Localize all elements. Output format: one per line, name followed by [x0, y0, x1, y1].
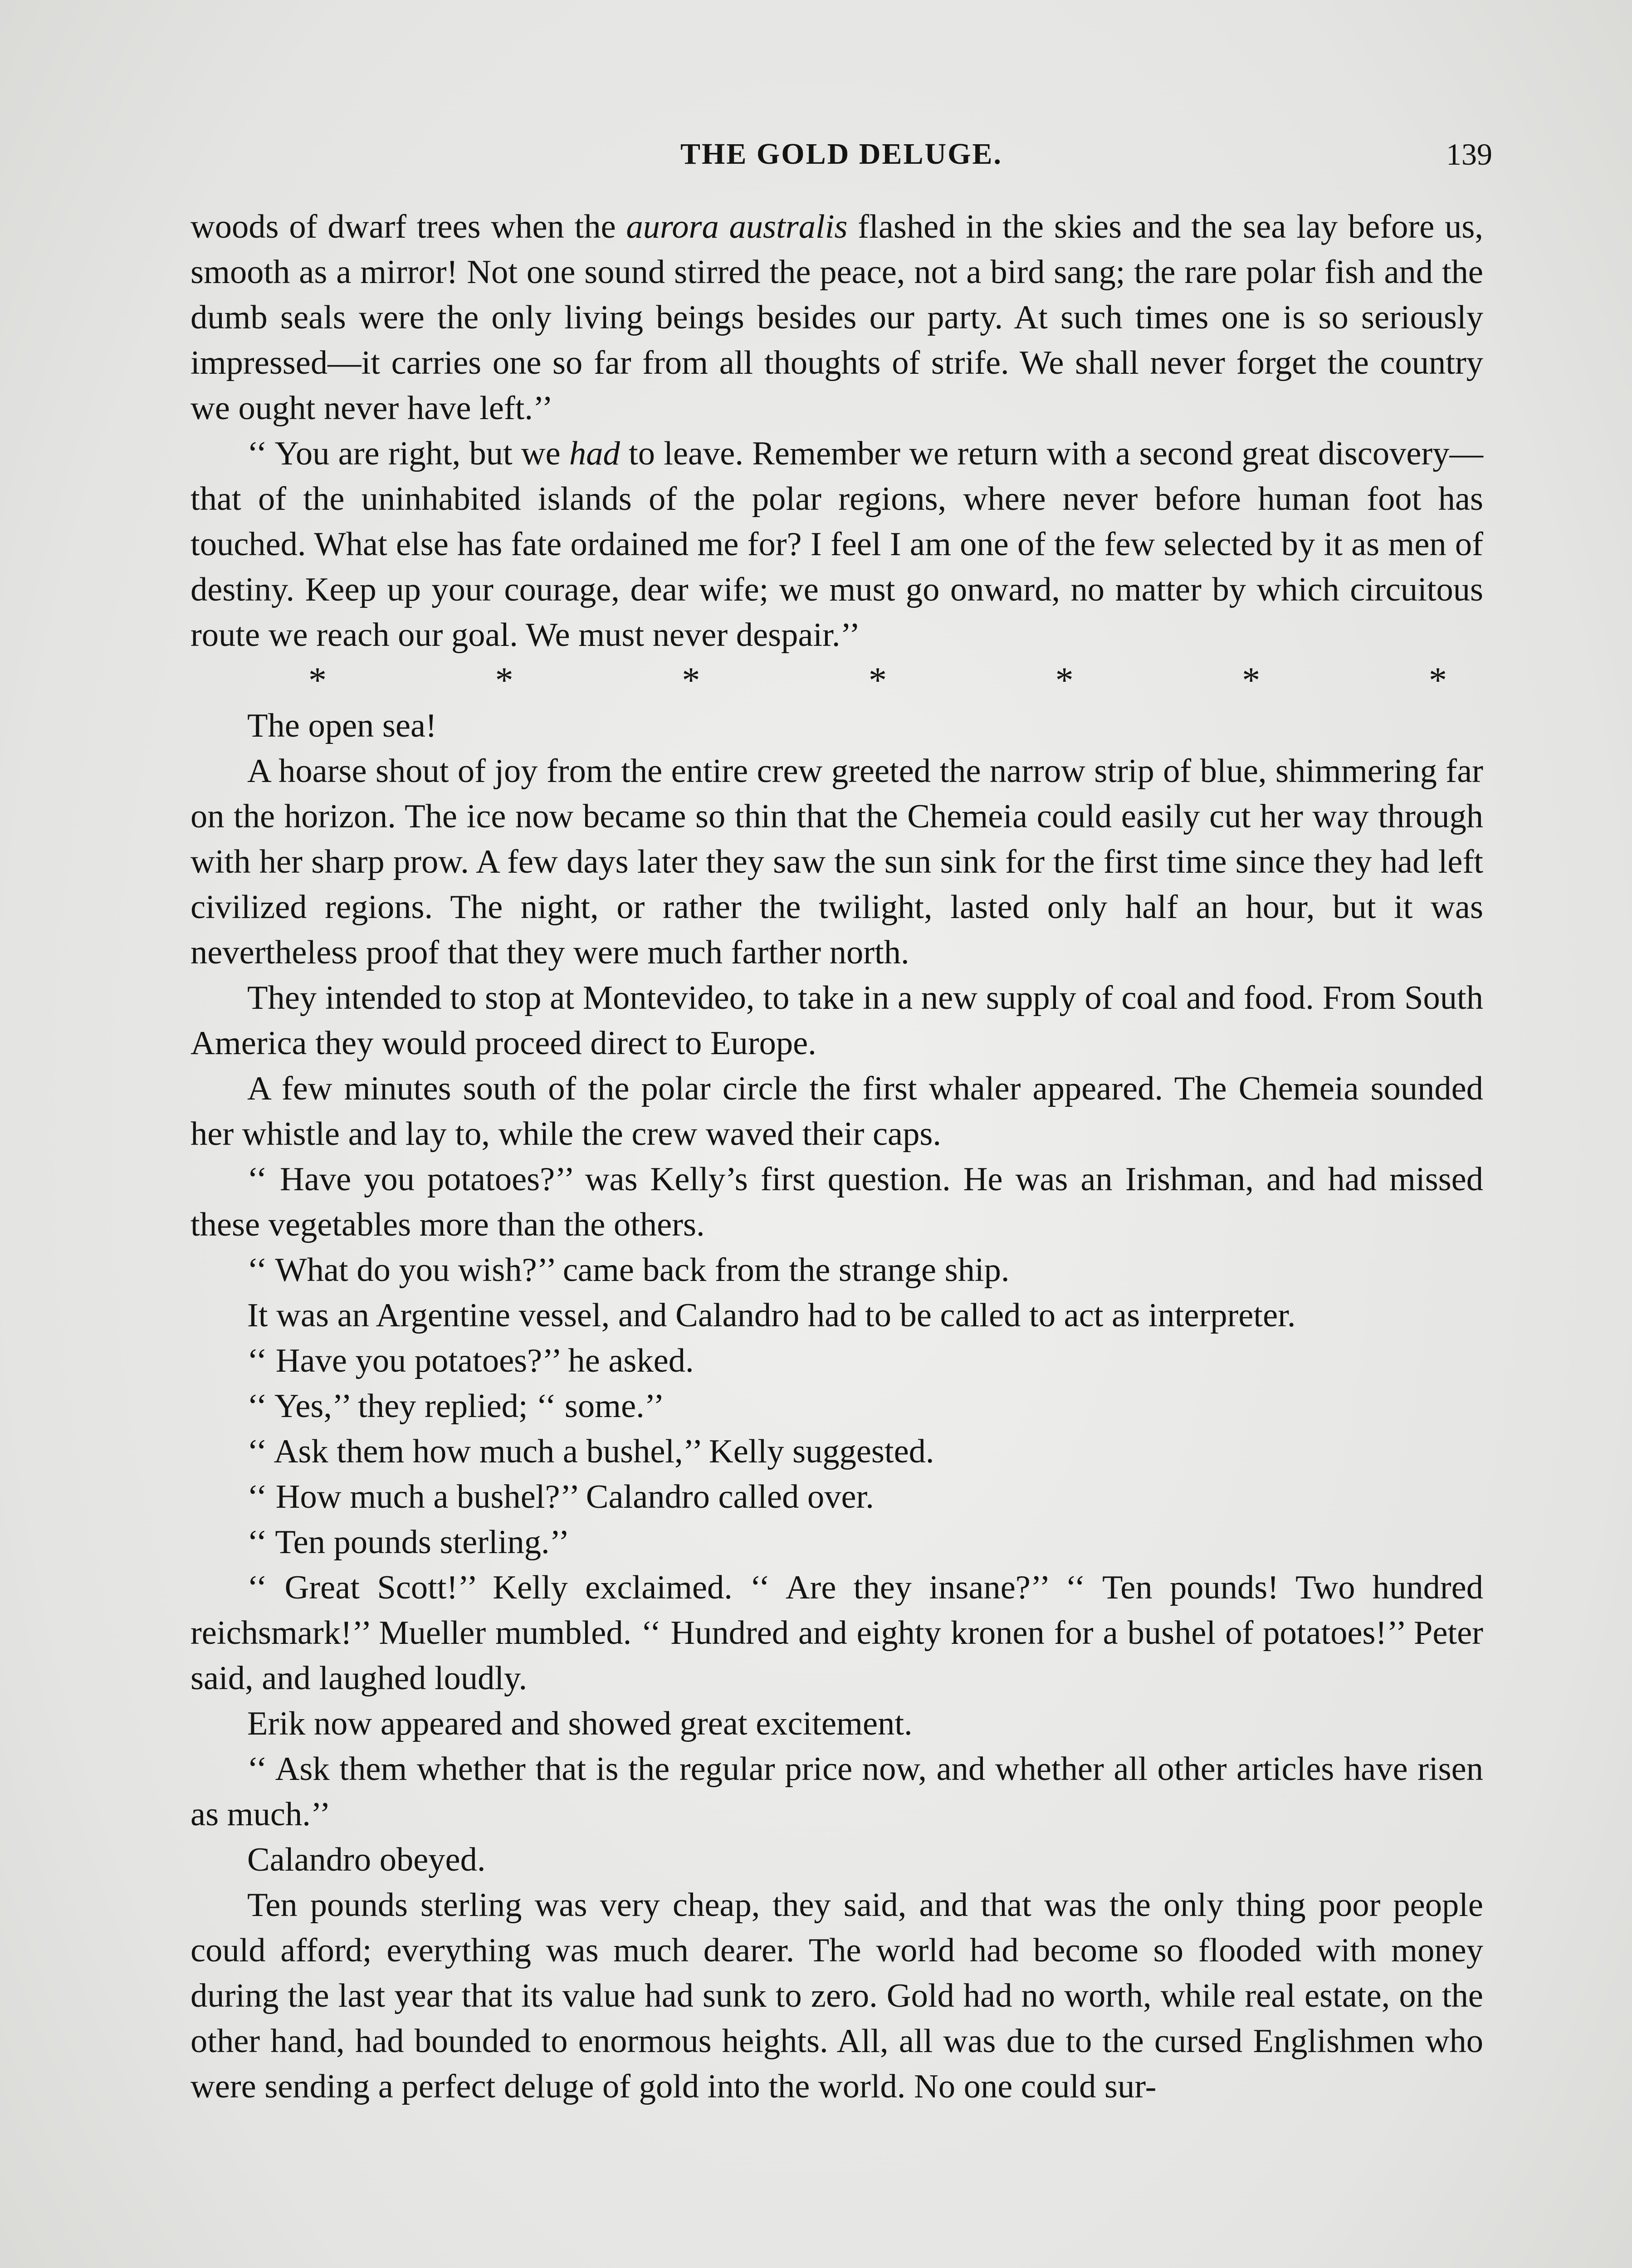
paragraph	[191, 1247, 1483, 1293]
paragraph	[191, 1565, 1483, 1701]
paragraph-text: to leave. Remember we return with a second great discovery—that of the uninhabited islands of the polar regions, where never before human foot has touched. What else has fate ordained me for? I feel I am one of the few selected by it as men of destiny. Keep up your courage, dear wife; we must go onward, no matter by which circuitous route we reach our goal. We must never despair.’’	[191, 435, 1483, 654]
paragraph-text: ‘‘ You are right, but we	[247, 435, 570, 472]
paragraph	[191, 1429, 1483, 1474]
paragraph	[191, 1701, 1483, 1746]
paragraph-text: Erik now appeared and showed great excitement.	[247, 1705, 913, 1742]
paragraph-text: ‘‘ Ten pounds sterling.’’	[247, 1524, 570, 1561]
paragraph-text: A few minutes south of the polar circle the first whaler appeared. The Chemeia sounded her whistle and lay to, while the crew waved their caps.	[191, 1070, 1483, 1153]
paragraph	[191, 1882, 1483, 2109]
paragraph	[191, 1837, 1483, 1882]
paragraph	[191, 1383, 1483, 1429]
paragraph-text: They intended to stop at Montevideo, to take in a new supply of coal and food. From South America they would proceed direct to Europe.	[191, 979, 1483, 1062]
star: *	[1428, 660, 1447, 700]
paragraph-text: ‘‘ Have you potatoes?’’ he asked.	[247, 1342, 694, 1379]
paragraph-text: It was an Argentine vessel, and Calandro had to be called to act as interpreter.	[247, 1297, 1296, 1334]
paragraph	[191, 748, 1483, 975]
paragraph	[191, 1474, 1483, 1520]
paragraph	[191, 1066, 1483, 1157]
italic-text: had	[569, 435, 620, 472]
paragraph-text: ‘‘ Great Scott!’’ Kelly exclaimed. ‘‘ Are they insane?’’ ‘‘ Ten pounds! Two hundred reichsmark!’’ Mueller mumbled. ‘‘ Hundred and eighty kronen for a bushel of potatoes!’’ Peter said, and laughed loudly.	[191, 1569, 1483, 1697]
paragraph-text: ‘‘ Ask them how much a bushel,’’ Kelly suggested.	[247, 1433, 934, 1470]
star: *	[1242, 660, 1261, 700]
paragraph-text: flashed in the skies and the sea lay before us, smooth as a mirror! Not one sound stirred the peace, not a bird sang; the rare polar fish and the dumb seals were the only living beings besides our party. At such times one is so seriously impressed—it carries one so far from all thoughts of strife. We shall never forget the country we ought never have left.’’	[191, 208, 1483, 427]
paragraph-text: ‘‘ Ask them whether that is the regular price now, and whether all other articles have risen as much.’’	[191, 1750, 1483, 1833]
paragraph	[191, 1520, 1483, 1565]
paragraph	[191, 1338, 1483, 1383]
paragraph-text: ‘‘ Yes,’’ they replied; ‘‘ some.’’	[247, 1388, 665, 1425]
paragraph	[191, 204, 1483, 431]
paragraph-text: The open sea!	[247, 707, 437, 744]
body-text	[191, 204, 1483, 2109]
paragraph-text: Calandro obeyed.	[247, 1841, 486, 1878]
paragraph	[191, 1746, 1483, 1837]
paragraph	[191, 1293, 1483, 1338]
paragraph-text: Ten pounds sterling was very cheap, they said, and that was the only thing poor people could afford; everything was much dearer. The world had become so flooded with money during the last year that its value had sunk to zero. Gold had no worth, while real estate, on the other hand, had bounded to enormous heights. All, all was due to the cursed Englishmen who were sending a perfect deluge of gold into the world. No one could sur-	[191, 1887, 1483, 2105]
paragraph	[191, 703, 1483, 748]
paragraph	[191, 1157, 1483, 1247]
paragraph-text: ‘‘ How much a bushel?’’ Calandro called over.	[247, 1478, 874, 1515]
page-number: 139	[1446, 137, 1492, 171]
star: *	[682, 660, 700, 700]
star: *	[308, 660, 327, 700]
section-break-stars	[191, 658, 1483, 703]
star: *	[868, 660, 887, 700]
running-title: THE GOLD DELUGE.	[680, 137, 1002, 171]
paragraph	[191, 975, 1483, 1066]
paragraph-text: ‘‘ Have you potatoes?’’ was Kelly’s first question. He was an Irishman, and had missed these vegetables more than the others.	[191, 1161, 1483, 1243]
paragraph	[191, 431, 1483, 658]
paragraph-text: A hoarse shout of joy from the entire crew greeted the narrow strip of blue, shimmering far on the horizon. The ice now became so thin that the Chemeia could easily cut her way through with her sharp prow. A few days later they saw the sun sink for the first time since they had left civilized regions. The night, or rather the twilight, lasted only half an hour, but it was nevertheless proof that they were much farther north.	[191, 753, 1483, 971]
page-header	[191, 136, 1492, 172]
star: *	[495, 660, 513, 700]
paragraph-text: ‘‘ What do you wish?’’ came back from the strange ship.	[247, 1251, 1010, 1289]
paragraph-text: woods of dwarf trees when the	[191, 208, 626, 245]
star: *	[1055, 660, 1074, 700]
italic-text: aurora australis	[626, 208, 848, 245]
